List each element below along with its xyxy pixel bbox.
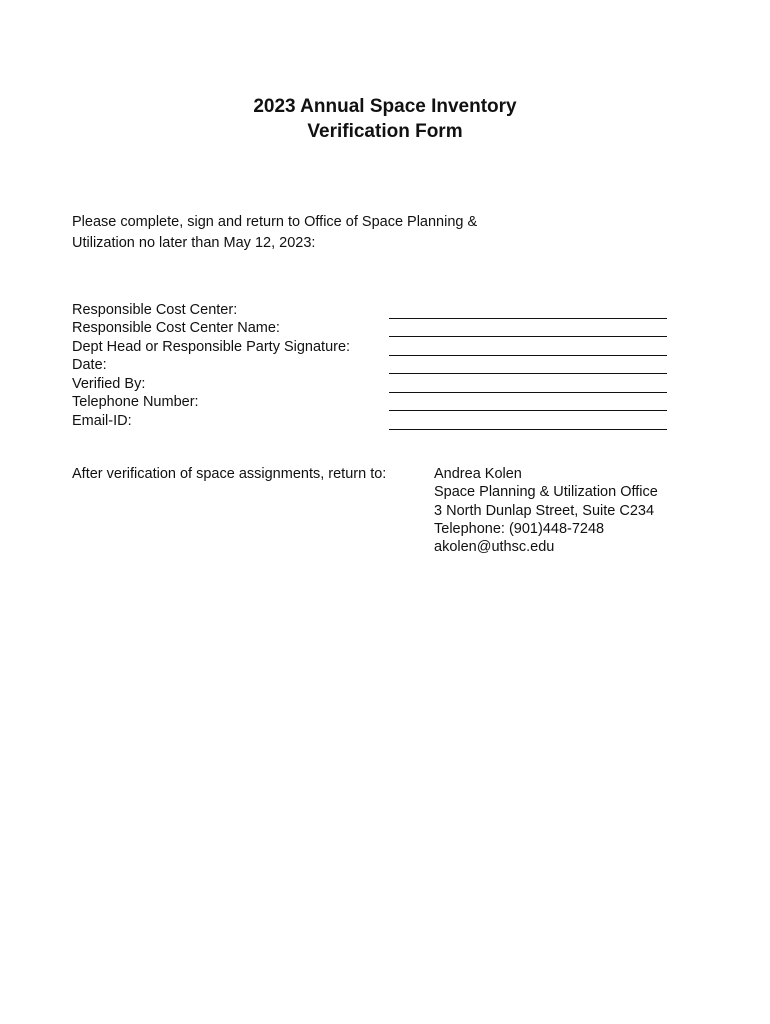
- contact-street: 3 North Dunlap Street, Suite C234: [434, 502, 655, 519]
- field-telephone: [72, 393, 672, 412]
- contact-office: Space Planning & Utilization Office: [434, 484, 658, 501]
- form-title-line-2: Verification Form: [307, 121, 463, 142]
- contact-email: akolen@uthsc.edu: [434, 539, 555, 556]
- form-title-line-1: 2023 Annual Space Inventory: [253, 96, 517, 117]
- instructions-line-1: Please complete, sign and return to Office of Space Planning &: [72, 214, 478, 230]
- field-label: Date:: [72, 357, 107, 373]
- field-verified-by: [72, 374, 672, 393]
- telephone-blank[interactable]: [389, 397, 667, 411]
- signature-blank[interactable]: [389, 342, 667, 356]
- email-blank[interactable]: [389, 416, 667, 430]
- field-email: [72, 411, 672, 430]
- field-label: Responsible Cost Center Name:: [72, 320, 280, 336]
- date-blank[interactable]: [389, 360, 667, 374]
- field-label: Verified By:: [72, 375, 146, 392]
- return-address: [434, 465, 658, 556]
- verified-by-blank[interactable]: [389, 379, 667, 393]
- field-label: Dept Head or Responsible Party Signature:: [72, 338, 351, 355]
- field-signature: [72, 337, 672, 356]
- field-date: [72, 356, 672, 375]
- field-label: Responsible Cost Center:: [72, 301, 238, 318]
- field-label: Telephone Number:: [72, 394, 199, 410]
- form-title: [0, 94, 770, 144]
- cost-center-blank[interactable]: [389, 305, 667, 319]
- field-cost-center-name: [72, 319, 672, 338]
- field-label: Email-ID:: [72, 412, 132, 429]
- instructions: [72, 212, 532, 254]
- contact-name: Andrea Kolen: [434, 466, 522, 482]
- instructions-line-2: Utilization no later than May 12, 2023:: [72, 235, 316, 251]
- field-cost-center: [72, 300, 672, 319]
- contact-telephone: Telephone: (901)448-7248: [434, 520, 605, 537]
- return-to-label: After verification of space assignments, return to:: [72, 466, 387, 482]
- cost-center-name-blank[interactable]: [389, 323, 667, 337]
- form-fields: [72, 300, 672, 430]
